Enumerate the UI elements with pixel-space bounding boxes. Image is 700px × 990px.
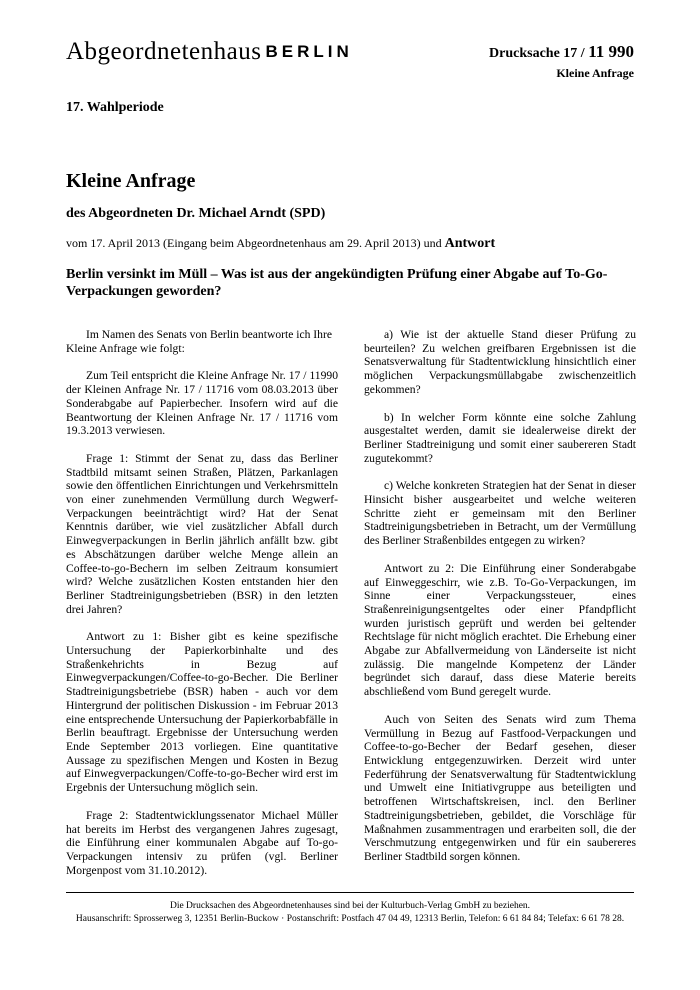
doc-type: Kleine Anfrage: [556, 66, 634, 80]
logo: [66, 38, 353, 66]
footer-line: Hausanschrift: Sprosserweg 3, 12351 Berlin-Buckow · Postanschrift: Postfach 47 04 49, 12313 Berlin, Telefon: 6 61 84 84; Telefax: 6 61 78 28.: [75, 914, 625, 924]
footer-divider: [66, 892, 634, 893]
drucksache-number: [489, 42, 634, 62]
right-column: [364, 328, 636, 878]
author-line: des Abgeordneten Dr. Michael Arndt (SPD): [66, 206, 326, 221]
paragraph: Im Namen des Senats von Berlin beantworte ich Ihre Kleine Anfrage wie folgt:: [66, 328, 332, 355]
logo-city: BERLIN: [265, 42, 353, 61]
drucksache-block: [489, 42, 634, 81]
footer-line: Die Drucksachen des Abgeordnetenhauses sind bei der Kulturbuch-Verlag GmbH zu beziehen.: [169, 901, 531, 911]
page-title: Kleine Anfrage: [66, 170, 196, 192]
dateline-text: vom 17. April 2013 (Eingang beim Abgeordnetenhaus am 29. April 2013) und: [66, 236, 442, 250]
logo-main: Abgeordnetenhaus: [66, 38, 262, 65]
paragraph: b) In welcher Form könnte eine solche Zahlung ausgestaltet werden, damit sie idealerweise direkt der Berliner Stadtreinigung und somit einer saubereren Stadt zugutekommt?: [364, 410, 636, 465]
wahlperiode: 17. Wahlperiode: [66, 100, 164, 115]
drucksache-value: 11 990: [588, 42, 634, 61]
paragraph: Zum Teil entspricht die Kleine Anfrage Nr. 17 / 11990 der Kleinen Anfrage Nr. 17 / 11716 vom 08.03.2013 über Sonderabgabe auf Papierbecher. Insofern wird auf die Beantwortung der Kleinen Anfrage Nr. 17 / 11716 vom 19.3.2013 verwiesen.: [66, 369, 338, 438]
paragraph: Antwort zu 2: Die Einführung einer Sonderabgabe auf Einweggeschirr, wie z.B. To-Go-Verpackungen, im Sinne einer Verpackungssteuer, eines Straßenreinigungsentgeltes oder einer Pfandpflicht wurden juristisch geprüft und werden bei geltender Rechtslage für nicht möglich erachtet. Die Erhebung einer Abgabe zur Abfallvermeidung von Länderseite ist nicht zulässig. Die mangelnde Kompetenz der Länder begründet sich darauf, dass diese Materie bereits abschließend vom Bund geregelt wurde.: [364, 561, 636, 699]
paragraph: Auch von Seiten des Senats wird zum Thema Vermüllung in Bezug auf Fastfood-Verpackungen und Coffee-to-go-Becher der Bedarf gesehen, dieser Entwicklung entgegenzuwirken. Derzeit wird unter Federführung der Senatsverwaltung für Stadtentwicklung und Umwelt eine Initiativgruppe aus beteiligten und betroffenen Wirtschaftskreisen, incl. den Berliner Stadtreinigungsbetrieben, gebildet, die Vorschläge für Maßnahmen zusammentragen und erarbeiten soll, die der Verschmutzung entgegenwirken und für ein saubereres Berliner Stadtbild sorgen können.: [364, 712, 636, 863]
subject-heading: Berlin versinkt im Müll – Was ist aus der angekündigten Prüfung einer Abgabe auf To-Go-Verpackungen geworden?: [66, 267, 608, 299]
dateline: [66, 236, 495, 252]
paragraph: Antwort zu 1: Bisher gibt es keine spezifische Untersuchung der Papierkorbinhalte und des Straßenkehrichts in Bezug auf Einwegverpackungen/Coffee-to-go-Becher. Die Berliner Stadtreinigungsbetriebe (BSR) haben - auch vor dem Hintergrund der politischen Diskussion - im Februar 2013 eine entsprechende Untersuchung der Papierkorbabfälle in Berlin beauftragt. Ergebnisse der Untersuchung werden Ende September 2013 vorliegen. Eine quantitative Aussage zu spezifischen Mengen und Kosten in Bezug auf Einwegverpackungen/Coffe-to-go-Becher wird erst im Ergebnis der Untersuchung möglich sein.: [66, 630, 338, 795]
footer: [66, 900, 634, 926]
paragraph: c) Welche konkreten Strategien hat der Senat in dieser Hinsicht bisher ausgearbeitet und welche weiteren Schritte zieht er gemeinsam mit den Berliner Stadtreinigungsbetrieben in Betracht, um der Vermüllung des Berliner Straßenbildes entgegen zu wirken?: [364, 479, 636, 548]
drucksache-prefix: Drucksache 17 /: [489, 46, 585, 61]
paragraph: Frage 2: Stadtentwicklungssenator Michael Müller hat bereits im Herbst des vergangenen Jahres zugesagt, die Einführung einer kommunalen Abgabe auf To-go-Verpackungen intensiv zu prüfen (vgl. Berliner Morgenpost vom 31.10.2012).: [66, 808, 338, 877]
antwort-label: Antwort: [444, 236, 496, 251]
paragraph: Frage 1: Stimmt der Senat zu, dass das Berliner Stadtbild mitsamt seinen Straßen, Plätzen, Parkanlagen sowie den öffentlichen Einrichtungen und Verkehrsmitteln von einer zunehmenden Vermüllung durch Wegwerf-Verpackungen beeinträchtigt wird? Hat der Senat Kenntnis darüber, wie viel zusätzlicher Abfall durch Einwegverpackungen in Berlin jährlich anfällt bzw. gibt es Abschätzungen darüber welche Menge allein an Coffee-to-go-Bechern im selben Zeitraum konsumiert wird? Welche zusätzlichen Kosten entstanden hier den Berliner Stadtreinigungsbetrieben (BSR) in den letzten drei Jahren?: [66, 451, 338, 616]
paragraph: a) Wie ist der aktuelle Stand dieser Prüfung zu beurteilen? Zu welchen greifbaren Ergebnissen ist die Senatsverwaltung für Stadtentwicklung hinsichtlich einer möglichen Verpackungsmüllabgabe zwischenzeitlich gekommen?: [364, 328, 636, 396]
left-column: [66, 328, 338, 891]
